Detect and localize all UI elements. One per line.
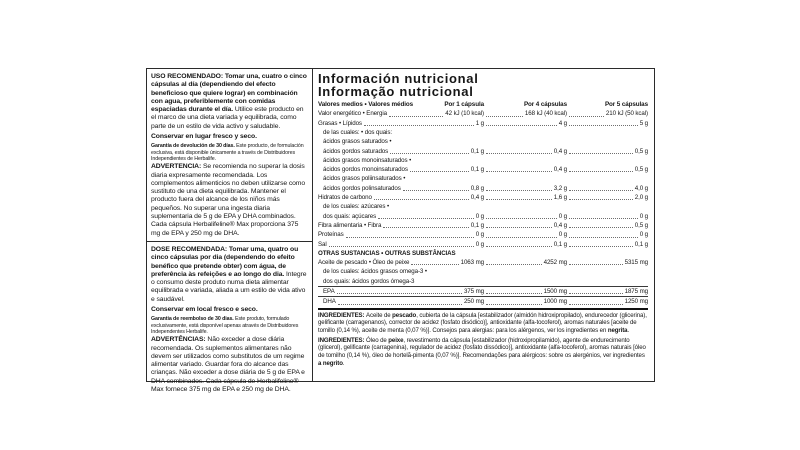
plain-text: Este produto, formulado exclusivamente, está disponível apenas através de Distribuidores Independentes Herbalife.: [151, 316, 299, 335]
row-value-cell: [484, 287, 567, 296]
dot-leader: [569, 264, 623, 265]
row-value-cell: [567, 212, 648, 221]
dot-leader: [410, 171, 469, 172]
table-row: [318, 286, 648, 296]
table-row: [318, 193, 648, 202]
row-value-cell: [567, 147, 648, 156]
nutrition-column: [313, 69, 654, 381]
row-value-cell: [484, 119, 567, 128]
dot-leader: [338, 304, 462, 305]
dot-leader: [569, 116, 604, 117]
row-value-cell: [484, 258, 567, 267]
table-row: [318, 147, 648, 156]
row-label: ácidos grasos monoinsaturados •: [323, 156, 412, 164]
row-value-cell: [484, 147, 567, 156]
row-value-cell: [484, 297, 567, 306]
row-value-cell: [484, 109, 567, 118]
row-value: 0,8 g: [470, 184, 484, 192]
table-row: [318, 137, 648, 146]
dot-leader: [403, 190, 469, 191]
row-value: 5315 mg: [624, 259, 648, 267]
table-row: [318, 221, 648, 230]
row-label: EPA: [323, 288, 335, 296]
advertencias-paragraph: [151, 336, 308, 394]
header-cell-1: [413, 100, 484, 109]
row-value: 0,4 g: [553, 221, 567, 229]
plain-text: Este producto, de formulación exclusiva, está disponible únicamente a través de Distribuidores Independientes de Herbalife.: [151, 143, 304, 162]
row-value-cell: [567, 119, 648, 128]
row-value-cell: [567, 165, 648, 174]
row-label: ácidos gordos polinsaturados: [323, 184, 401, 192]
header-cell-4: [484, 100, 567, 109]
nutrition-title-es: Información nutricional: [318, 71, 479, 86]
table-header-row: [318, 100, 648, 109]
row-label: Grasas • Lípidos: [318, 119, 362, 127]
dot-leader: [569, 227, 633, 228]
table-row: [318, 174, 648, 183]
row-value: 375 mg: [463, 288, 484, 296]
row-value-cell: [381, 221, 484, 230]
row-label: ácidos gordos saturados: [323, 147, 389, 155]
row-value: 0,1 g: [470, 166, 484, 174]
dot-leader: [486, 227, 552, 228]
bold-text: USO RECOMENDADO: Tomar una, cuatro o cinco cápsulas al día (dependiendo del efecto beneficioso que quiere lograr) en combinación con agua, preferiblemente con comidas espaciadas durante el día.: [151, 73, 307, 114]
dot-leader: [389, 116, 443, 117]
row-value: 1000 mg: [543, 298, 567, 306]
bold-text: INGREDIENTES:: [318, 336, 367, 344]
row-value: 0,1 g: [470, 147, 484, 155]
garantia-es-smallprint: [151, 143, 308, 162]
plain-text: Aceite de: [366, 311, 393, 319]
row-label: ácidos gordos monoinsaturados: [323, 166, 408, 174]
header-por-5-capsulas: Por 5 cápsulas: [604, 101, 648, 109]
table-row: [318, 109, 648, 118]
garantia-pt-smallprint: [151, 316, 308, 335]
dot-leader: [329, 246, 474, 247]
plain-text: , revestimento da cápsula [estabilizador (hidroxipropilamido), agente de endurecimento (glicerol), gelificante (carragenina), regulador de acidez (fosfato dissódico)], antioxidante (alfa-tocoferol), aromas naturais [óleo de tomilho (0,14 %), óleo de hortelã-pimenta (0,07 %)]. Recomendações para alérgicos: sobre os alergénios, ver ingredientes: [318, 336, 646, 360]
plain-text: .: [627, 327, 630, 335]
table-row: [318, 202, 648, 211]
row-label: OTRAS SUSTANCIAS • OUTRAS SUBSTÂNCIAS: [318, 249, 456, 257]
row-label: DHA: [323, 298, 336, 306]
nutrition-rows: [318, 109, 648, 306]
row-value: 0 g: [639, 231, 648, 239]
dot-leader: [486, 171, 552, 172]
row-value-cell: [344, 230, 484, 239]
row-value: 0 g: [558, 231, 567, 239]
row-value: 0 g: [475, 240, 484, 248]
row-label: ácidos grasos poliinsaturados •: [323, 175, 406, 183]
ingredients-es-paragraph: [318, 312, 648, 335]
row-value-cell: [401, 184, 484, 193]
header-por-1-capsula: Por 1 cápsula: [444, 101, 484, 109]
row-value: 4,0 g: [634, 184, 648, 192]
row-value: 1,6 g: [553, 194, 567, 202]
dot-leader: [569, 125, 638, 126]
row-label: de los cuales: azúcares •: [323, 203, 390, 211]
row-value: 0,1 g: [634, 240, 648, 248]
row-value-cell: [567, 109, 648, 118]
dot-leader: [486, 116, 523, 117]
row-value-cell: [567, 221, 648, 230]
row-value: 0,4 g: [470, 194, 484, 202]
row-value-cell: [484, 230, 567, 239]
bold-text: ADVERTENCIA:: [151, 163, 202, 171]
table-row: [318, 296, 648, 306]
row-value-cell: [388, 147, 484, 156]
row-value-cell: [484, 221, 567, 230]
dot-leader: [569, 237, 638, 238]
ingredients-pt-paragraph: [318, 337, 648, 368]
dot-leader: [486, 190, 552, 191]
row-value: 0 g: [475, 231, 484, 239]
nutrition-label: [146, 68, 655, 394]
dot-leader: [486, 246, 552, 247]
dot-leader: [378, 218, 474, 219]
dot-leader: [346, 237, 474, 238]
row-value-cell: [409, 258, 484, 267]
row-label: Sal: [318, 240, 327, 248]
conservar-pt-line: [151, 306, 308, 314]
table-row: [318, 212, 648, 221]
dot-leader: [569, 171, 633, 172]
dot-leader: [569, 218, 638, 219]
row-value: 0,4 g: [553, 147, 567, 155]
header-por-4-capsulas: Por 4 cápsulas: [523, 101, 567, 109]
row-value: 42 kJ (10 kcal): [445, 110, 484, 118]
row-value: 0,5 g: [634, 147, 648, 155]
row-value: 210 kJ (50 kcal): [605, 110, 648, 118]
dot-leader: [486, 218, 557, 219]
row-label: dos quais: açúcares: [323, 212, 377, 220]
advertencia-paragraph: [151, 163, 308, 238]
dot-leader: [486, 199, 552, 200]
dot-leader: [569, 293, 623, 294]
bold-text: ADVERTÊNCIAS:: [151, 336, 206, 344]
usage-block-spanish: [147, 69, 312, 242]
plain-text: Integre o consumo deste produto numa dieta alimentar equilibrada e variada, aliada a um estilo de vida ativo e saudável.: [151, 270, 307, 303]
row-value: 1250 mg: [624, 298, 648, 306]
header-cell-5: [567, 100, 648, 109]
row-value-cell: [567, 240, 648, 249]
row-value-cell: [484, 193, 567, 202]
row-value: 1500 mg: [543, 288, 567, 296]
dot-leader: [486, 304, 542, 305]
row-label: ácidos grasos saturados •: [323, 138, 392, 146]
bold-text: Conservar en lugar fresco y seco.: [151, 133, 257, 141]
dot-leader: [486, 125, 557, 126]
dot-leader: [364, 125, 474, 126]
row-value-cell: [372, 193, 484, 202]
row-value: 0,5 g: [634, 221, 648, 229]
row-label: de las cuales: • dos quais:: [323, 129, 392, 136]
bold-text: Garantía de devolución de 30 días.: [151, 143, 235, 150]
row-value: 0,4 g: [553, 166, 567, 174]
dot-leader: [337, 293, 462, 294]
usage-column: [147, 69, 313, 394]
dot-leader: [569, 190, 633, 191]
row-label: Aceite de pescado • Óleo de peixe: [318, 259, 410, 267]
row-value: 168 kJ (40 kcal): [524, 110, 567, 118]
row-value: 250 mg: [463, 298, 484, 306]
bold-text: a negrito: [318, 359, 343, 367]
row-label: Fibra alimentaria • Fibra: [318, 221, 382, 229]
row-label: Proteínas: [318, 231, 344, 239]
table-row: [318, 240, 648, 249]
dot-leader: [569, 199, 633, 200]
bold-text: negrita: [607, 327, 628, 335]
conservar-es-line: [151, 133, 308, 141]
dot-leader: [383, 227, 468, 228]
row-value-cell: [335, 287, 484, 296]
table-row: [318, 230, 648, 239]
row-label: Hidratos de carbono: [318, 194, 372, 202]
row-value: 1 g: [475, 119, 484, 127]
row-label: Valor energético • Energia: [318, 110, 387, 118]
dot-leader: [486, 293, 542, 294]
table-row: [318, 128, 648, 137]
row-value: 3,2 g: [553, 184, 567, 192]
row-label: de los cuales: ácidos grasos omega-3 •: [323, 268, 427, 276]
row-value-cell: [327, 240, 484, 249]
plain-text: Não exceder a dose diária recomendada. Os suplementos alimentares não devem ser utilizados como substitutos de um regime alimentar variado. Guardar fora do alcance das crianças. Não exceder a dose diária de 5 g de EPA e DHA combinados. Cada cápsula de Herbalifeline® Max fornece 375 mg de EPA e 250 mg de DHA.: [151, 336, 305, 394]
dot-leader: [569, 246, 633, 247]
row-value: 4 g: [558, 119, 567, 127]
dot-leader: [390, 153, 469, 154]
table-row: [318, 184, 648, 193]
dot-leader: [569, 304, 623, 305]
bold-text: peixe: [388, 336, 404, 344]
row-value-cell: [567, 297, 648, 306]
row-value-cell: [408, 165, 484, 174]
uso-recomendado-paragraph: [151, 73, 308, 131]
row-value: 0 g: [639, 212, 648, 220]
row-value-cell: [362, 119, 484, 128]
row-value: 5 g: [639, 119, 648, 127]
row-value: 2,0 g: [634, 194, 648, 202]
table-row: [318, 249, 648, 258]
dot-leader: [374, 199, 469, 200]
row-value: 0 g: [475, 212, 484, 220]
table-row: [318, 277, 648, 286]
row-value-cell: [387, 109, 484, 118]
plain-text: , cubierta de la cápsula [estabilizador (almidón hidroxipropilado), endurecedor (glicerina), gelificante (carragenanos), corrector de acidez (fosfato disódico)], antioxidante (alfa-tocoferol), aromas naturales [aceite de tomillo (0,14 %), aceite de menta (0,07 %)]. Consejos para alergias: para los alérgenos, ver los ingredientes en: [318, 311, 647, 335]
row-value-cell: [567, 230, 648, 239]
table-row: [318, 156, 648, 165]
row-value: 1875 mg: [624, 288, 648, 296]
usage-block-portuguese: [147, 242, 312, 398]
row-value-cell: [484, 212, 567, 221]
dot-leader: [411, 264, 458, 265]
row-value: 4252 mg: [543, 259, 567, 267]
row-value: 0,1 g: [470, 221, 484, 229]
bold-text: Garantia de reembolso de 30 dias.: [151, 316, 234, 323]
nutrition-title-pt: Informação nutricional: [318, 84, 474, 100]
ingredients-section: [318, 308, 648, 370]
table-row: [318, 258, 648, 267]
row-value-cell: [567, 258, 648, 267]
row-value-cell: [567, 287, 648, 296]
bold-text: Conservar em local fresco e seco.: [151, 306, 258, 314]
header-valores-medios: Valores medios • Valores médios: [318, 101, 414, 109]
dot-leader: [486, 264, 542, 265]
row-value-cell: [484, 184, 567, 193]
row-value-cell: [567, 184, 648, 193]
table-row: [318, 119, 648, 128]
row-value-cell: [484, 240, 567, 249]
row-value-cell: [336, 297, 484, 306]
row-value-cell: [376, 212, 484, 221]
row-value: 0 g: [558, 212, 567, 220]
row-value-cell: [567, 193, 648, 202]
bold-text: pescado: [392, 311, 417, 319]
plain-text: Óleo de: [366, 336, 389, 344]
row-value: 0,5 g: [634, 166, 648, 174]
table-row: [318, 267, 648, 276]
bold-text: DOSE RECOMENDADA: Tomar uma, quatro ou cinco cápsulas por dia (dependendo do efeito benéfico que pretende obter) com água, de preferência às refeições e ao longo do dia.: [151, 246, 299, 278]
dot-leader: [569, 153, 633, 154]
bold-text: INGREDIENTES:: [318, 311, 367, 319]
plain-text: Se recomienda no superar la dosis diaria expresamente recomendada. Los complementos alimenticios no deben utilizarse como sustituto de una dieta equilibrada. Mantener el producto fuera del alcance de los niños más pequeños. No superar una ingesta diaria suplementaria de 5 g de EPA y DHA combinados. Cada cápsula Herbalifeline® Max proporciona 375 mg de EPA y 250 mg de DHA.: [151, 163, 306, 237]
plain-text: Utilice este producto en el marco de una dieta variada y equilibrada, como parte de un estilo de vida activo y saludable.: [151, 106, 304, 130]
row-value: 0,1 g: [553, 240, 567, 248]
dose-recomendada-paragraph: [151, 246, 308, 304]
dot-leader: [486, 153, 552, 154]
row-value-cell: [484, 165, 567, 174]
dot-leader: [486, 237, 557, 238]
plain-text: .: [342, 359, 345, 367]
row-label: dos quais: ácidos gordos ómega-3: [323, 277, 415, 285]
table-row: [318, 165, 648, 174]
row-value: 1063 mg: [460, 259, 484, 267]
